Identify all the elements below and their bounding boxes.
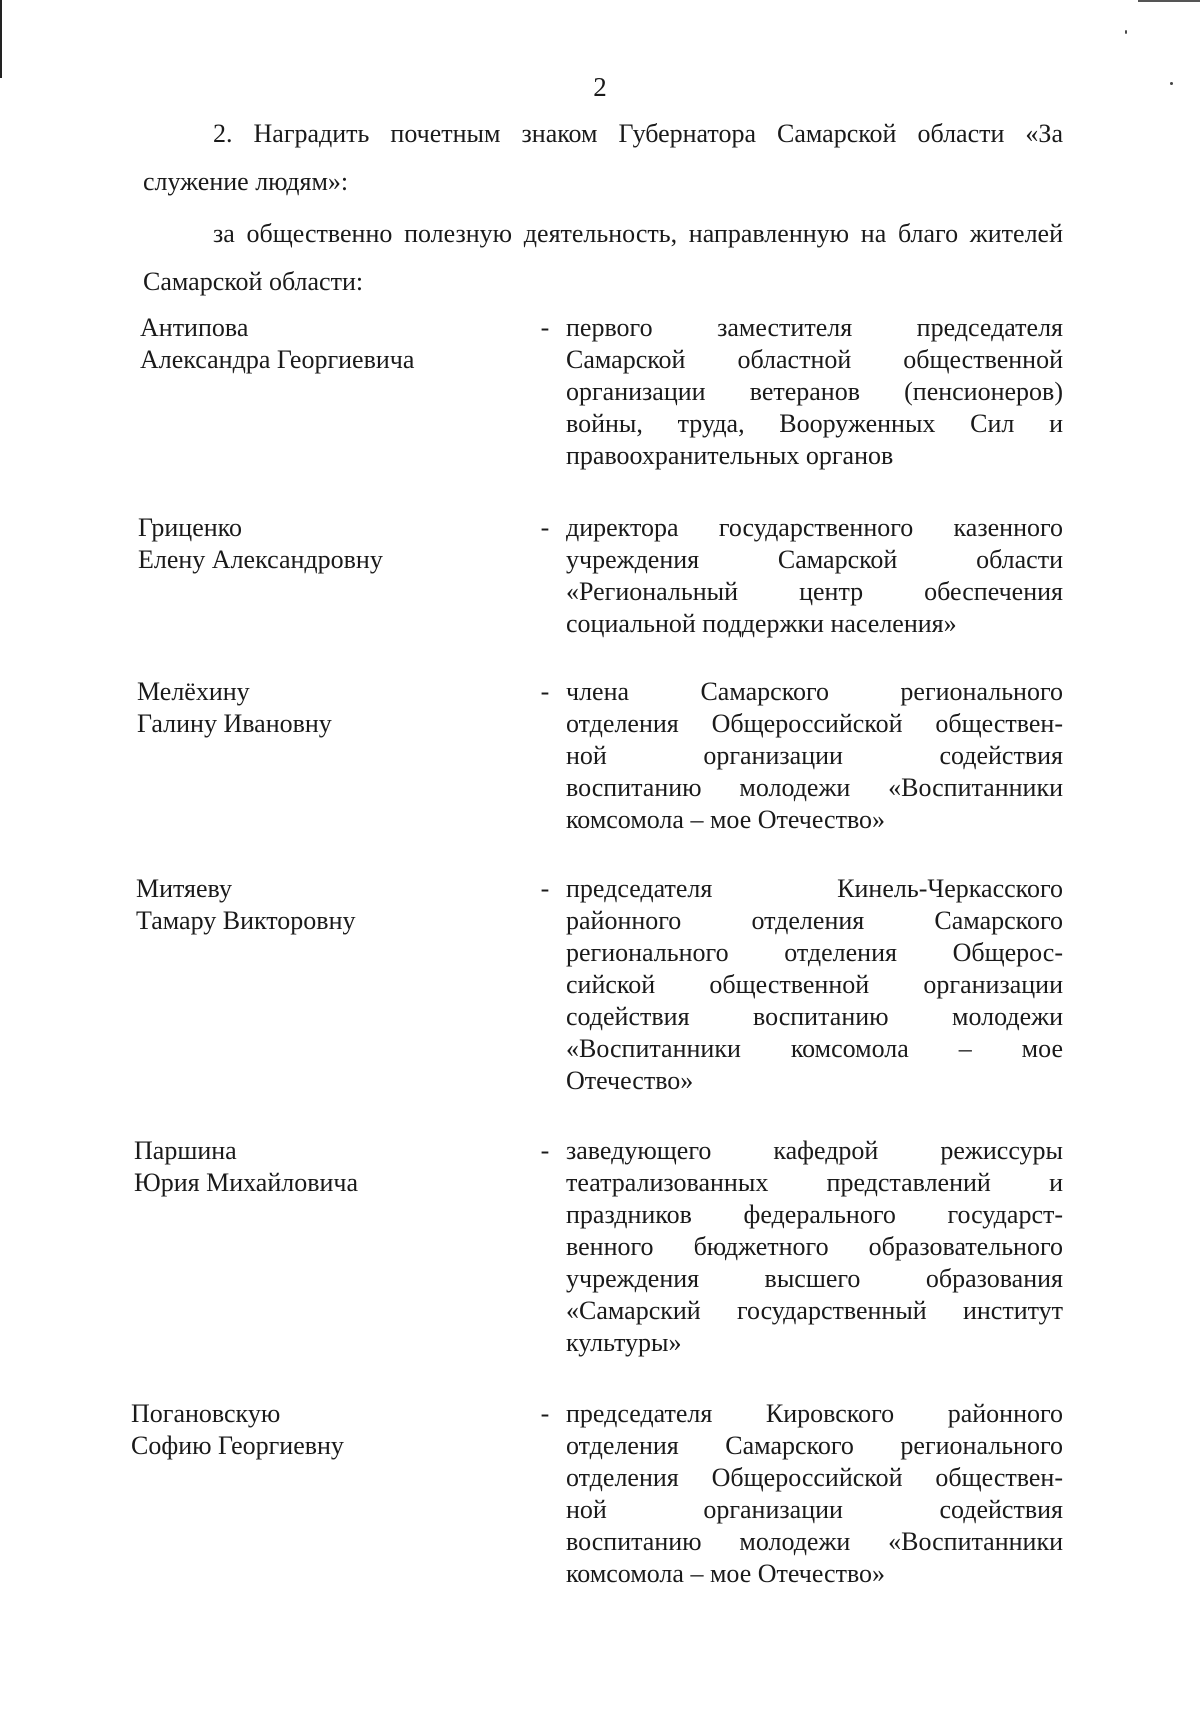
position-line: члена Самарского регионального — [566, 677, 1063, 706]
awardee-surname: Мелёхину — [137, 677, 250, 706]
position-line: учреждения высшего образования — [566, 1264, 1063, 1293]
position-line: районного отделения Самарского — [566, 906, 1063, 935]
scan-speck — [1125, 30, 1127, 34]
awardee-name — [138, 512, 558, 576]
awardee-name — [140, 312, 560, 376]
position-line: директора государственного казенного — [566, 513, 1063, 542]
position-line: заведующего кафедрой режиссуры — [566, 1136, 1063, 1165]
position-line: ной организации содействия — [566, 1495, 1063, 1524]
awardee-given-names: Елену Александровну — [138, 545, 383, 574]
awardee-position — [566, 1398, 1063, 1590]
awardee-given-names: Юрия Михайловича — [134, 1168, 359, 1197]
position-line: содействия воспитанию молодежи — [566, 1002, 1063, 1031]
awardee-surname: Митяеву — [136, 874, 232, 903]
entry-dash: - — [540, 313, 550, 342]
scan-edge-line — [0, 0, 2, 78]
awardee-name — [134, 1135, 554, 1199]
awardee-given-names: Галину Ивановну — [137, 709, 332, 738]
position-line: организации ветеранов (пенсионеров) — [566, 377, 1063, 406]
awardee-name — [137, 676, 557, 740]
entry-dash: - — [540, 874, 550, 903]
position-line: сийской общественной организации — [566, 970, 1063, 999]
page-number: 2 — [593, 72, 607, 102]
position-line: комсомола – мое Отечество» — [566, 1559, 886, 1588]
awardee-given-names: Софию Георгиевну — [131, 1431, 344, 1460]
position-line: воспитанию молодежи «Воспитанники — [566, 773, 1063, 802]
position-line: учреждения Самарской области — [566, 545, 1063, 574]
position-line: председателя Кинель-Черкасского — [566, 874, 1063, 903]
position-line: воспитанию молодежи «Воспитанники — [566, 1527, 1063, 1556]
entry-dash: - — [540, 1136, 550, 1165]
position-line: социальной поддержки населения» — [566, 609, 957, 638]
position-line: «Самарский государственный институт — [566, 1296, 1063, 1325]
awardee-surname: Гриценко — [138, 513, 242, 542]
position-line: комсомола – мое Отечество» — [566, 805, 886, 834]
position-line: отделения Самарского регионального — [566, 1431, 1063, 1460]
intro-paragraph-award: 2. Наградить почетным знаком Губернатора Самарской области «За служение людям»: — [143, 119, 1063, 196]
position-line: Самарской областной общественной — [566, 345, 1063, 374]
position-line: ной организации содействия — [566, 741, 1063, 770]
scan-top-line — [1138, 0, 1200, 2]
entry-dash: - — [540, 513, 550, 542]
position-line: Отечество» — [566, 1066, 694, 1095]
position-line: правоохранительных органов — [566, 441, 894, 470]
awardee-surname: Антипова — [140, 313, 249, 342]
awardee-position — [566, 1135, 1063, 1359]
awardee-surname: Погановскую — [131, 1399, 281, 1428]
entry-dash: - — [540, 1399, 550, 1428]
awardee-position — [566, 676, 1063, 836]
position-line: культуры» — [566, 1328, 682, 1357]
intro-paragraph-reason: за общественно полезную деятельность, направленную на благо жителей Самарской области: — [143, 219, 1063, 296]
position-line: первого заместителя председателя — [566, 313, 1063, 342]
awardee-position — [566, 512, 1063, 640]
position-line: «Региональный центр обеспечения — [566, 577, 1063, 606]
position-line: венного бюджетного образовательного — [566, 1232, 1063, 1261]
awardee-given-names: Тамару Викторовну — [136, 906, 356, 935]
awardee-position — [566, 873, 1063, 1097]
entry-dash: - — [540, 677, 550, 706]
position-line: праздников федерального государст- — [566, 1200, 1063, 1229]
position-line: председателя Кировского районного — [566, 1399, 1063, 1428]
awardee-name — [131, 1398, 551, 1462]
position-line: театрализованных представлений и — [566, 1168, 1063, 1197]
position-line: регионального отделения Общерос- — [566, 938, 1063, 967]
position-line: отделения Общероссийской обществен- — [566, 709, 1063, 738]
awardee-surname: Паршина — [134, 1136, 237, 1165]
position-line: «Воспитанники комсомола – мое — [566, 1034, 1063, 1063]
position-line: отделения Общероссийской обществен- — [566, 1463, 1063, 1492]
awardee-name — [136, 873, 556, 937]
awardee-position — [566, 312, 1063, 472]
position-line: войны, труда, Вооруженных Сил и — [566, 409, 1063, 438]
awardee-given-names: Александра Георгиевича — [140, 345, 415, 374]
